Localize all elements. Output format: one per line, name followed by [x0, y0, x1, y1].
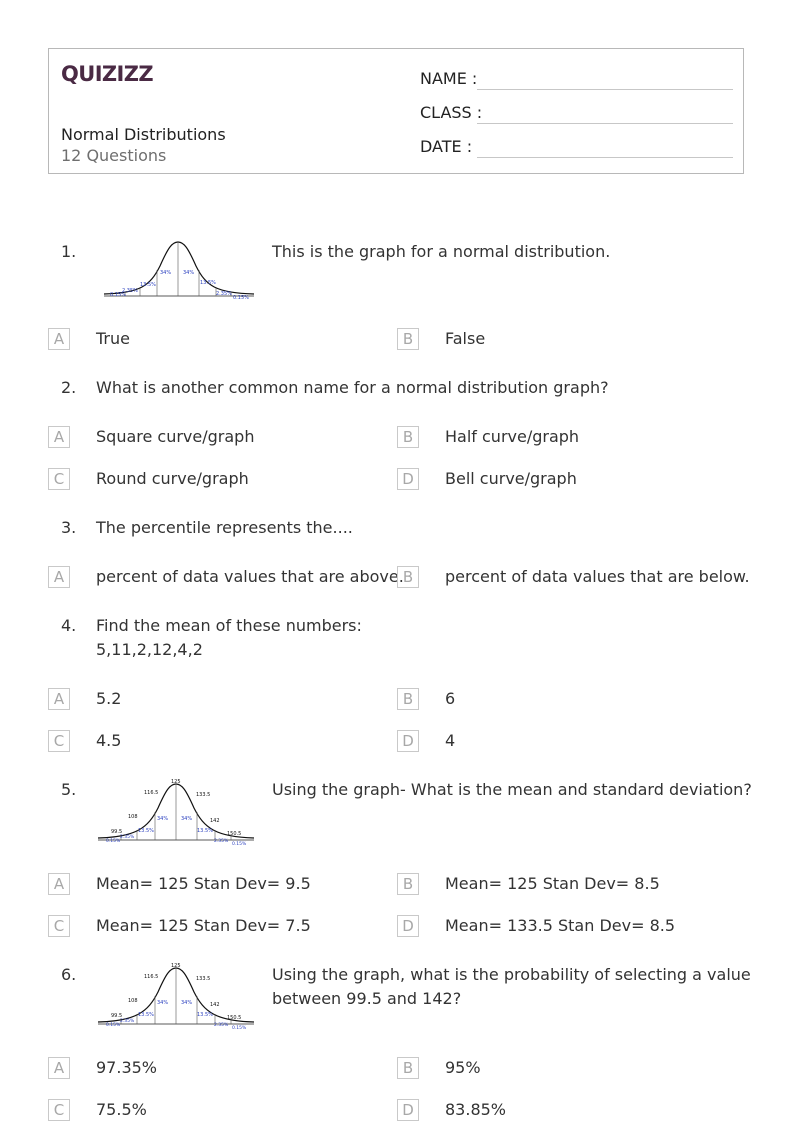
question-number: 3.: [61, 518, 77, 537]
normal-curve-graph: [100, 236, 258, 302]
question-text: Using the graph- What is the mean and standard deviation?: [272, 780, 752, 799]
option-letter-box[interactable]: D: [397, 915, 419, 937]
question-number: 2.: [61, 378, 77, 397]
option-letter-box[interactable]: C: [48, 730, 70, 752]
question-count: 12 Questions: [61, 146, 167, 165]
option-letter-box[interactable]: B: [397, 1057, 419, 1079]
option-text[interactable]: Bell curve/graph: [445, 469, 577, 488]
option-letter-box[interactable]: B: [397, 873, 419, 895]
quizizz-logo: [61, 61, 153, 93]
option-letter-box[interactable]: A: [48, 426, 70, 448]
option-text[interactable]: Mean= 125 Stan Dev= 8.5: [445, 874, 660, 893]
worksheet-header: [48, 48, 744, 174]
band-label: 2.35%: [120, 1019, 135, 1024]
class-line[interactable]: [477, 123, 733, 124]
value-label: 142: [210, 818, 220, 824]
option-text[interactable]: False: [445, 329, 486, 348]
question-number: 5.: [61, 780, 77, 799]
date-label: DATE :: [420, 137, 473, 156]
date-line[interactable]: [477, 157, 733, 158]
option-letter-box[interactable]: B: [397, 328, 419, 350]
value-label: 116.5: [144, 974, 159, 980]
band-label: 13.5%: [197, 828, 213, 834]
option-text[interactable]: 95%: [445, 1058, 481, 1077]
option-letter-box[interactable]: B: [397, 426, 419, 448]
band-label: 2.35%: [214, 1023, 229, 1028]
question-number: 1.: [61, 242, 77, 261]
value-label: 116.5: [144, 790, 159, 796]
option-letter-box[interactable]: C: [48, 915, 70, 937]
value-label: 133.5: [196, 792, 211, 798]
worksheet-title: Normal Distributions: [61, 125, 226, 144]
band-label: 0.15%: [232, 1026, 247, 1031]
option-text[interactable]: 75.5%: [96, 1100, 147, 1119]
value-label: 142: [210, 1002, 220, 1008]
option-letter-box[interactable]: A: [48, 328, 70, 350]
value-label: 125: [171, 963, 181, 969]
band-label: 2.35%: [122, 288, 138, 294]
value-label: 99.5: [111, 829, 123, 835]
band-label: 34%: [157, 816, 169, 822]
name-label: NAME :: [420, 69, 478, 88]
option-text[interactable]: 97.35%: [96, 1058, 158, 1077]
option-text[interactable]: True: [96, 329, 130, 348]
value-label: 108: [128, 814, 138, 820]
band-label: 0.15%: [110, 292, 126, 298]
question-text-line2: between 99.5 and 142?: [272, 989, 462, 1008]
band-label: 13.5%: [138, 828, 154, 834]
option-letter-box[interactable]: B: [397, 688, 419, 710]
option-text[interactable]: 4.5: [96, 731, 122, 750]
question-number: 4.: [61, 616, 77, 635]
value-label: 99.5: [111, 1013, 123, 1019]
option-letter-box[interactable]: A: [48, 1057, 70, 1079]
option-text[interactable]: Half curve/graph: [445, 427, 580, 446]
band-label: 0.15%: [232, 842, 247, 847]
option-letter-box[interactable]: C: [48, 1099, 70, 1121]
option-letter-box[interactable]: C: [48, 468, 70, 490]
option-text[interactable]: 83.85%: [445, 1100, 507, 1119]
band-label: 0.15%: [233, 295, 249, 301]
band-label: 0.15%: [106, 1023, 121, 1028]
option-text[interactable]: Mean= 125 Stan Dev= 9.5: [96, 874, 311, 893]
band-label: 0.15%: [106, 839, 121, 844]
class-label: CLASS :: [420, 103, 483, 122]
option-letter-box[interactable]: A: [48, 688, 70, 710]
option-letter-box[interactable]: D: [397, 1099, 419, 1121]
question-text: This is the graph for a normal distribution.: [272, 242, 611, 261]
svg-text:QUIZIZZ: QUIZIZZ: [61, 62, 153, 86]
band-label: 13.5%: [200, 280, 216, 286]
value-label: 150.5: [227, 831, 242, 837]
band-label: 2.35%: [214, 839, 229, 844]
normal-curve-graph-scaled: [96, 776, 256, 848]
band-label: 34%: [181, 1000, 193, 1006]
option-letter-box[interactable]: D: [397, 468, 419, 490]
option-letter-box[interactable]: B: [397, 566, 419, 588]
band-label: 34%: [183, 270, 195, 276]
option-text[interactable]: 4: [445, 731, 456, 750]
value-label: 133.5: [196, 976, 211, 982]
option-text[interactable]: percent of data values that are below.: [445, 567, 750, 586]
band-label: 13.5%: [140, 282, 156, 288]
value-label: 150.5: [227, 1015, 242, 1021]
band-label: 34%: [157, 1000, 169, 1006]
quizizz-logo-mark: [61, 61, 153, 87]
option-letter-box[interactable]: A: [48, 566, 70, 588]
option-text[interactable]: percent of data values that are above.: [96, 567, 404, 586]
option-text[interactable]: Square curve/graph: [96, 427, 255, 446]
question-text: Using the graph, what is the probability of selecting a value: [272, 965, 751, 984]
band-label: 2.35%: [120, 835, 135, 840]
question-text-line2: 5,11,2,12,4,2: [96, 640, 203, 659]
option-text[interactable]: Mean= 125 Stan Dev= 7.5: [96, 916, 311, 935]
option-letter-box[interactable]: D: [397, 730, 419, 752]
question-text: What is another common name for a normal distribution graph?: [96, 378, 609, 397]
normal-curve-graph-scaled: [96, 960, 256, 1032]
option-text[interactable]: Mean= 133.5 Stan Dev= 8.5: [445, 916, 676, 935]
bell-curve: [104, 242, 254, 294]
option-text[interactable]: Round curve/graph: [96, 469, 249, 488]
question-text: Find the mean of these numbers:: [96, 616, 362, 635]
name-line[interactable]: [477, 89, 733, 90]
band-label: 34%: [160, 270, 172, 276]
value-label: 108: [128, 998, 138, 1004]
band-label: 34%: [181, 816, 193, 822]
option-letter-box[interactable]: A: [48, 873, 70, 895]
band-label: 13.5%: [197, 1012, 213, 1018]
band-label: 2.35%: [216, 291, 232, 297]
band-label: 13.5%: [138, 1012, 154, 1018]
value-label: 125: [171, 779, 181, 785]
question-text: The percentile represents the....: [96, 518, 353, 537]
option-text[interactable]: 6: [445, 689, 456, 708]
question-number: 6.: [61, 965, 77, 984]
option-text[interactable]: 5.2: [96, 689, 122, 708]
